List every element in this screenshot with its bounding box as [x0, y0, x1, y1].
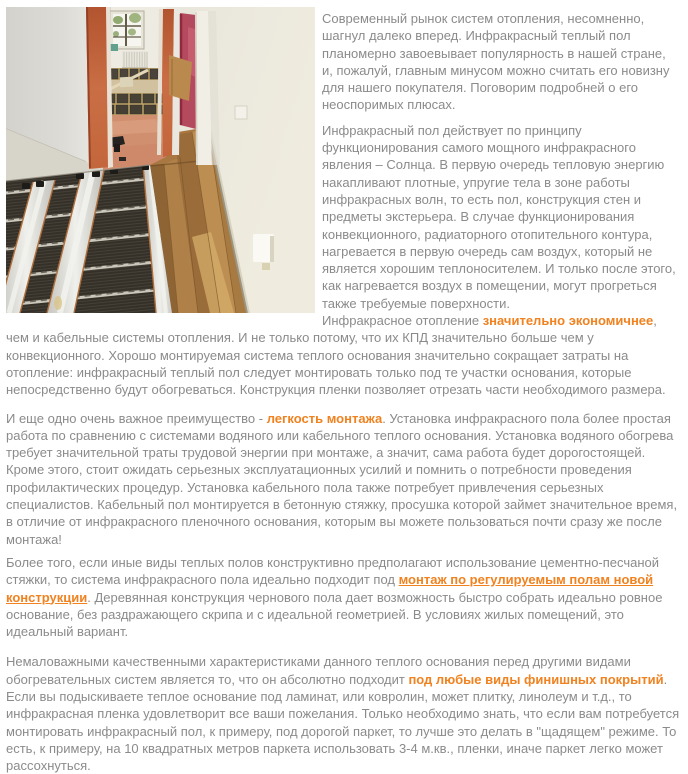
paragraph-text: Немаловажными качественными характеристиками данного теплого основания перед другими видами обогревательных систем является то, что он абсолютно подходит [6, 654, 631, 687]
accent-finish-coatings: под любые виды финишных покрытий [408, 671, 664, 687]
paragraph-text: Инфракрасный пол действует по принципу функционирования самого мощного инфракрасного явления – Солнца. В первую очередь тепловую энергию накапливают плотные, упругие тела в зоне работы инфракрасных волн, то есть пол, конструкция стен и предметы экстерьера. В случае функционирования конвекционного, радиаторного отопительного контура, нагревается в первую очередь сам воздух, который не является хорошим теплоносителем. И только после этого, как нагревается воздух в помещении, могут прогреться также требуемые поверхности. [322, 122, 676, 311]
link-adjustable-floors[interactable]: монтаж по регулируемым полам новой конструкции [6, 572, 654, 605]
paragraph-finish-coatings [6, 653, 680, 774]
paragraph-text: . Если вы подыскиваете теплое основание под ламинат, или ковролин, может плитку, линолеум и т.д., то инфракрасная пленка удовлетворит все ваши пожелания. Только необходимо знать, что если вам потребуется монтировать инфракрасный пол, к примеру, под дорогой паркет, то лучше это делать в "щадящем" режиме. То есть, к примеру, на 10 квадратных метров паркета использовать 3-4 м.кв., пленки, иначе паркет легко может рассохнуться. [6, 671, 680, 774]
accent-easy-install: легкость монтажа [266, 410, 383, 426]
paragraph-text: Инфракрасное отопление [322, 313, 483, 329]
accent-economy: значительно экономичнее [482, 313, 654, 329]
paragraph-text: Современный рынок систем отопления, несомненно, шагнул далеко вперед. Инфракрасный теплый пол планомерно завоевывает популярность в нашей стране, и, пожалуй, главным минусом можно считать его новизну для нашего покупателя. Поговорим подробней о его неоспоримых плюсах. [322, 11, 670, 113]
article-photo [6, 7, 315, 313]
paragraph-installation [6, 410, 680, 548]
paragraph-text: . Деревянная конструкция чернового пола дает возможность быстро собрать идеально ровное основание, без раздражающего скрипа и с идеальной геометрией. В условиях жилых помещений, это идеальный вариант. [6, 589, 663, 640]
infrared-floor-photo-illustration [6, 7, 315, 313]
paragraph-text: И еще одно очень важное преимущество - [6, 410, 267, 426]
paragraph-adjustable-floors [6, 554, 680, 640]
paragraph-text: , чем и кабельные системы отопления. И не только потому, что их КПД значительно больше чем у конвекционного. Хорошо монтируемая система теплого основания значительно сокращает затраты на отопление: инфракрасный теплый пол следует монтировать только под те участки основания, которые непосредственно будут обогреваться. Конструкция пленки позволяет отрезать части необходимого размера. [6, 313, 666, 398]
paragraph-text: Более того, если иные виды теплых полов конструктивно предполагают использование цементно-песчаной стяжки, то система инфракрасного пола идеально подходит под [6, 554, 660, 588]
paragraph-text: . Установка инфракрасного пола более простая работа по сравнению с системами водяного или кабельного теплого основания. Установка водяного обогрева требует значительной траты трудовой энергии при монтаже, а значит, сама работа будет дорогостоящей. Кроме этого, стоит ожидать серьезных эксплуатационных усилий и помнить о потребности проведения профилактических процедур. Установка кабельного пола также потребует привлечения серьезных специалистов. Кабельный пол монтируется в бетонную стяжку, просушка которой займет значительное время, в отличие от инфракрасного пленочного основания, которым вы можете пользоваться почти сразу же после монтажа! [6, 410, 678, 547]
paragraph-economy [6, 312, 680, 398]
